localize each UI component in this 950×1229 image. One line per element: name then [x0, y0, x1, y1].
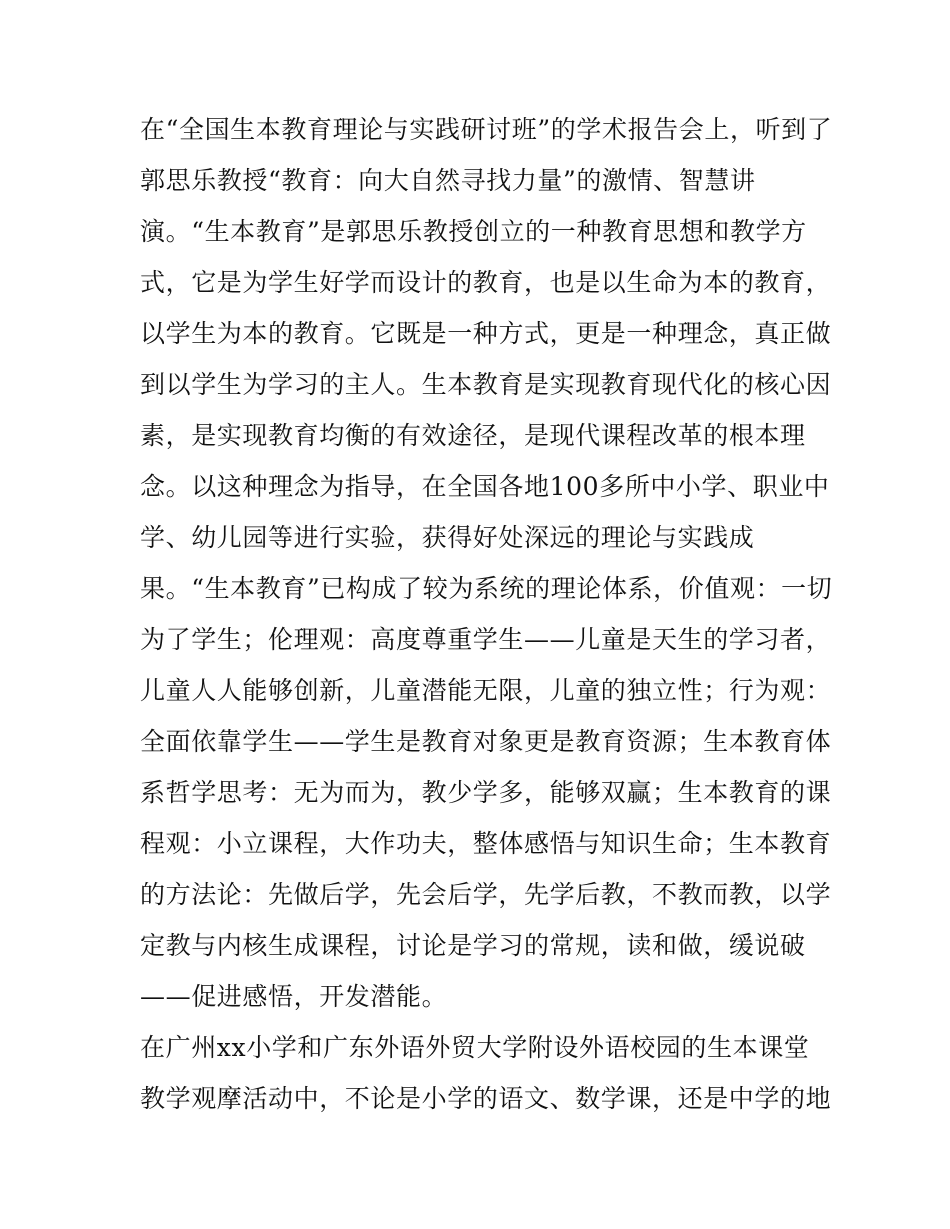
text-line: 在“全国生本教育理论与实践研讨班”的学术报告会上，听到了	[140, 115, 833, 144]
text-line: 程观：小立课程，大作功夫，整体感悟与知识生命；生本教育	[140, 829, 832, 858]
text-line: 定教与内核生成课程，讨论是学习的常规，读和做，缓说破	[140, 931, 806, 960]
text-line: 在广州xx小学和广东外语外贸大学附设外语校园的生本课堂	[140, 1033, 810, 1062]
text-line: 素，是实现教育均衡的有效途径，是现代课程改革的根本理	[140, 421, 806, 450]
paragraph-1	[140, 104, 833, 1022]
text-line: 学、幼儿园等进行实验，获得好处深远的理论与实践成	[140, 523, 755, 552]
text-line: 系哲学思考：无为而为，教少学多，能够双赢；生本教育的课	[140, 778, 832, 807]
paragraph-2	[140, 1022, 832, 1124]
text-line: 为了学生；伦理观：高度尊重学生——儿童是天生的学习者，	[140, 625, 832, 654]
text-line: 果。“生本教育”已构成了较为系统的理论体系，价值观：一切	[140, 574, 833, 603]
text-line: 式，它是为学生好学而设计的教育，也是以生命为本的教育，	[140, 268, 832, 297]
text-line: 的方法论：先做后学，先会后学，先学后教，不教而教，以学	[140, 880, 832, 909]
text-line: 儿童人人能够创新，儿童潜能无限，儿童的独立性；行为观：	[140, 676, 832, 705]
text-line: 郭思乐教授“教育：向大自然寻找力量”的激情、智慧讲	[140, 166, 756, 195]
text-line: 全面依靠学生——学生是教育对象更是教育资源；生本教育体	[140, 727, 832, 756]
text-line: 念。以这种理念为指导，在全国各地100多所中小学、职业中	[140, 472, 830, 501]
text-line: 到以学生为学习的主人。生本教育是实现教育现代化的核心因	[140, 370, 832, 399]
text-line: ——促进感悟，开发潜能。	[140, 982, 448, 1011]
text-line: 教学观摩活动中，不论是小学的语文、数学课，还是中学的地	[140, 1084, 832, 1113]
text-line: 演。“生本教育”是郭思乐教授创立的一种教育思想和教学方	[140, 217, 807, 246]
document-body	[140, 104, 833, 1124]
text-line: 以学生为本的教育。它既是一种方式，更是一种理念，真正做	[140, 319, 832, 348]
